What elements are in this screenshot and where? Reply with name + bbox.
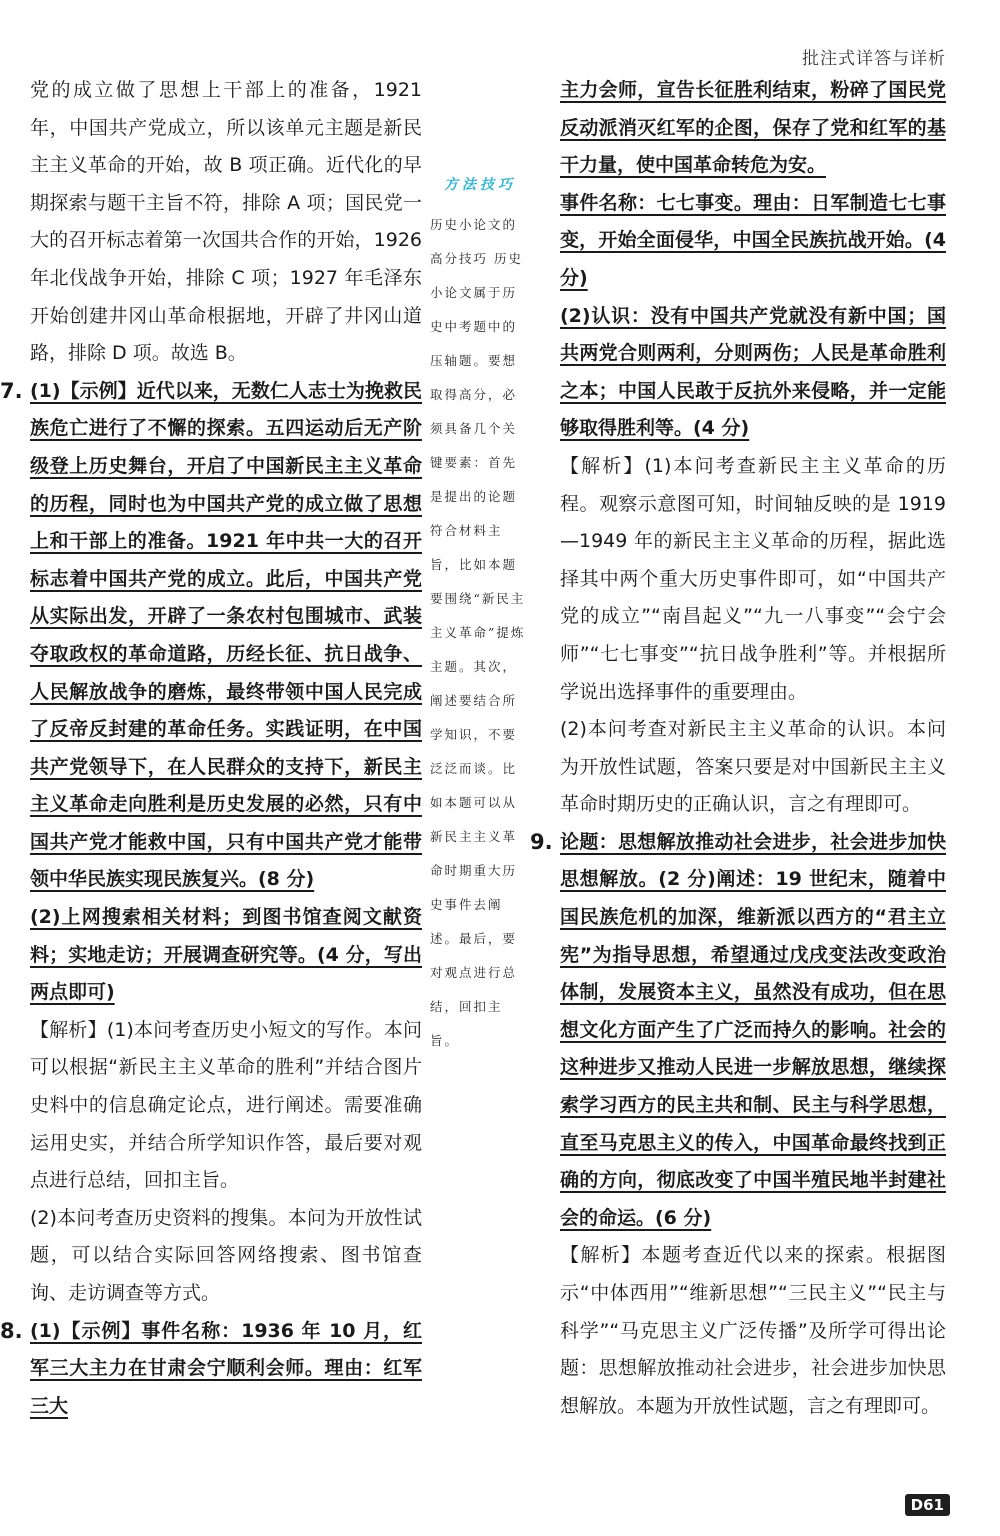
q9-answer: 9. 论题：思想解放推动社会进步，社会进步加快思想解放。(2 分)阐述：19 世纪末，随着中国民族危机的加深，维新派以西方的“君主立宪”为指导思想，希望通过戊戌变法改变政治体制，发展资本主义，虽然没有成功，但在思想文化方面产生了广泛而持久的影响。社会的这种进步又推动人民进一步解放思想，继续探索学习西方的民主共和制、民主与科学思想，直至马克思主义的传入，中国革命最终找到正确的方向，彻底改变了中国半殖民地半封建社会的命运。(6 分) bbox=[560, 824, 946, 1238]
q8-answer-2: (2)认识：没有中国共产党就没有新中国；国共两党合则两利，分则两伤；人民是革命胜利之本；中国人民敢于反抗外来侵略，并一定能够取得胜利等。(4 分) bbox=[560, 304, 946, 440]
q7-answer-2: (2)上网搜索相关材料；到图书馆查阅文献资料；实地走访；开展调查研究等。(4 分，写出两点即可) bbox=[30, 906, 422, 1004]
q7-answer-1: 7. (1)【示例】近代以来，无数仁人志士为挽救民族危亡进行了不懈的探索。五四运动后无产阶级登上历史舞台，开启了中国新民主主义革命的历程，同时也为中国共产党的成立做了思想上和干部上的准备。1921 年中共一大的召开标志着中国共产党的成立。此后，中国共产党从实际出发，开辟了一条农村包围城市、武装夺取政权的革命道路，历经长征、抗日战争、人民解放战争的磨炼，最终带领中国人民完成了反帝反封建的革命任务。实践证明，在中国共产党领导下，在人民群众的支持下，新民主主义革命走向胜利是历史发展的必然，只有中国共产党才能救中国，只有中国共产党才能带领中华民族实现民族复兴。(8 分) bbox=[30, 373, 422, 899]
q9-number: 9. bbox=[530, 829, 553, 854]
page-number: D61 bbox=[905, 1494, 950, 1516]
intro-text: 党的成立做了思想上干部上的准备，1921 年，中国共产党成立，所以该单元主题是新民主主义革命的开始，故 B 项正确。近代化的早期探索与题干主旨不符，排除 A 项；国民党一大的召开标志着第一次国共合作的开始，1926 年北伐战争开始，排除 C 项；1927 年毛泽东开始创建井冈山革命根据地，开辟了井冈山道路，排除 D 项。故选 B。 bbox=[30, 79, 422, 365]
page-header: 批注式详答与详析 bbox=[802, 49, 946, 69]
q7-analysis-2: (2)本问考查历史资料的搜集。本问为开放性试题，可以结合实际回答网络搜索、图书馆查询、走访调查等方式。 bbox=[30, 1206, 422, 1304]
q8-analysis-2: (2)本问考查对新民主主义革命的认识。本问为开放性试题，答案只要是对中国新民主主义革命时期历史的正确认识，言之有理即可。 bbox=[560, 718, 946, 816]
q8-analysis-1: 【解析】(1)本问考查新民主主义革命的历程。观察示意图可知，时间轴反映的是 1919—1949 年的新民主主义革命的历程，据此选择其中两个重大历史事件即可，如“中国共产党的成立”“南昌起义”“九一八事变”“会宁会师”“七七事变”“抗日战争胜利”等。并根据所学说出选择事件的重要理由。 bbox=[560, 454, 946, 703]
q8-answer-cont: 主力会师，宣告长征胜利结束，粉碎了国民党反动派消灭红军的企图，保存了党和红军的基干力量，使中国革命转危为安。 bbox=[560, 79, 946, 177]
sidebar-title: 方法技巧 bbox=[444, 177, 516, 193]
left-column bbox=[0, 72, 422, 1425]
right-column bbox=[530, 72, 946, 1425]
q8-number: 8. bbox=[0, 1318, 23, 1343]
q7-analysis-1: 【解析】(1)本问考查历史小短文的写作。本问可以根据“新民主主义革命的胜利”并结合图片史料中的信息确定论点，进行阐述。需要准确运用史实，并结合所学知识作答，最后要对观点进行总结，回扣主旨。 bbox=[30, 1018, 422, 1192]
q9-analysis: 【解析】本题考查近代以来的探索。根据图示“中体西用”“维新思想”“三民主义”“民主与科学”“马克思主义广泛传播”及所学可得出论题：思想解放推动社会进步，社会进步加快思想解放。本题为开放性试题，言之有理即可。 bbox=[560, 1244, 946, 1417]
q8-answer-b: 事件名称：七七事变。理由：日军制造七七事变，开始全面侵华，中国全民族抗战开始。(4 分) bbox=[560, 191, 946, 289]
sidebar-text: 历史小论文的高分技巧 历史小论文属于历史中考题中的压轴题。要想取得高分，必须具备几个关键要素：首先是提出的论题符合材料主旨，比如本题要围绕“新民主主义革命”提炼主题。其次，阐述要结合所学知识，不要泛泛而谈。比如本题可以从新民主主义革命时期重大历史事件去阐述。最后，要对观点进行总结，回扣主旨。 bbox=[430, 217, 526, 1048]
q8-answer-1: 8. (1)【示例】事件名称：1936 年 10 月，红军三大主力在甘肃会宁顺利会师。理由：红军三大 bbox=[30, 1313, 422, 1426]
method-tips-sidebar bbox=[430, 168, 530, 1058]
q7-number: 7. bbox=[0, 378, 23, 403]
